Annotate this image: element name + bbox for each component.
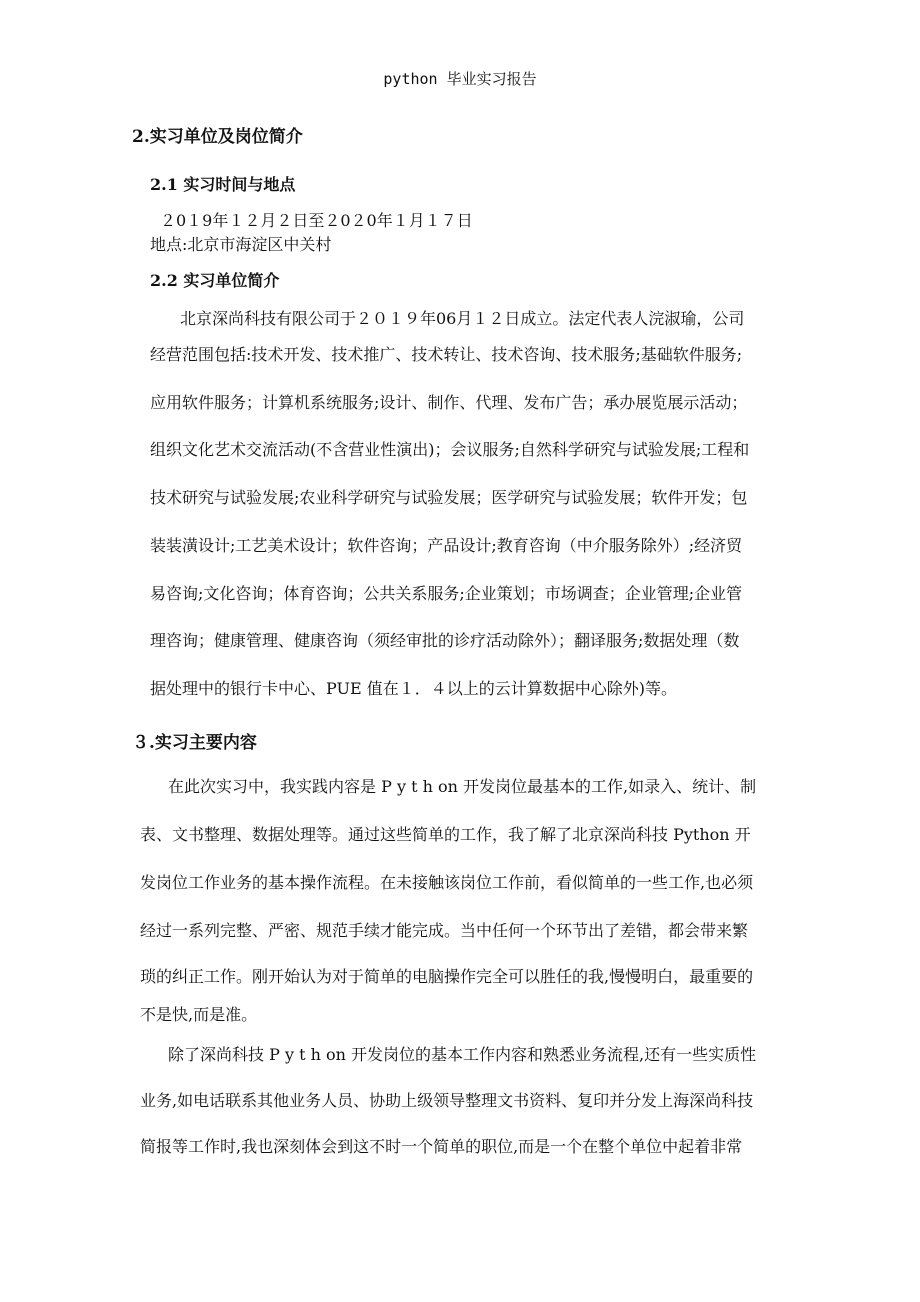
section-2-heading: 2.实习单位及岗位简介 [132, 127, 303, 147]
company-intro-line: 易咨询;文化咨询；体育咨询；公共关系服务;企业策划；市场调查；企业管理;企业管 [150, 584, 743, 603]
body-paragraph-line: 业务,如电话联系其他业务人员、协助上级领导整理文书资料、复印并分发上海深尚科技 [140, 1091, 754, 1110]
internship-date-line: ２0１9年１２月２日至２0２0年１月１７日 [160, 211, 473, 230]
body-paragraph-line: 简报等工作时,我也深刻体会到这不时一个简单的职位,而是一个在整个单位中起着非常 [140, 1137, 743, 1156]
page-header: python 毕业实习报告 [383, 70, 537, 88]
body-paragraph-line: 除了深尚科技 P y t h on 开发岗位的基本工作内容和熟悉业务流程,还有一些实质性 [168, 1045, 757, 1064]
company-intro-line: 北京深尚科技有限公司于２０１９年06月１２日成立。法定代表人浣淑瑜，公司 [180, 309, 745, 328]
body-paragraph-line: 表、文书整理、数据处理等。通过这些简单的工作，我了解了北京深尚科技 Python 开 [140, 825, 751, 844]
body-paragraph-line: 发岗位工作业务的基本操作流程。在未接触该岗位工作前，看似简单的一些工作,也必须 [140, 873, 754, 892]
company-intro-line: 应用软件服务；计算机系统服务;设计、制作、代理、发布广告；承办展览展示活动； [150, 393, 748, 412]
body-paragraph-line: 琐的纠正工作。刚开始认为对于简单的电脑操作完全可以胜任的我,慢慢明白，最重要的 [140, 967, 754, 986]
company-intro-line: 组织文化艺术交流活动(不含营业性演出)；会议服务;自然科学研究与试验发展;工程和 [150, 440, 750, 459]
body-paragraph-line: 在此次实习中，我实践内容是 P y t h on 开发岗位最基本的工作,如录入、统计、制 [168, 777, 757, 796]
section-2-1-heading: 2.1 实习时间与地点 [150, 175, 296, 194]
body-paragraph-line: 不是快,而是准。 [140, 1005, 258, 1024]
section-2-2-heading: 2.2 实习单位简介 [150, 271, 280, 290]
internship-location-line: 地点:北京市海淀区中关村 [150, 235, 332, 254]
company-intro-line: 经营范围包括:技术开发、技术推广、技术转让、技术咨询、技术服务;基础软件服务; [150, 345, 743, 364]
company-intro-line: 技术研究与试验发展;农业科学研究与试验发展；医学研究与试验发展；软件开发；包 [150, 488, 748, 507]
company-intro-line: 据处理中的银行卡中心、PUE 值在１．４以上的云计算数据中心除外)等。 [150, 679, 677, 698]
company-intro-line: 理咨询；健康管理、健康咨询（须经审批的诊疗活动除外）；翻译服务;数据处理（数 [150, 631, 740, 650]
body-paragraph-line: 经过一系列完整、严密、规范手续才能完成。当中任何一个环节出了差错，都会带来繁 [140, 921, 749, 940]
company-intro-line: 装装潢设计;工艺美术设计；软件咨询；产品设计;教育咨询（中介服务除外）;经济贸 [150, 536, 743, 555]
section-3-heading: ３.实习主要内容 [132, 733, 257, 753]
